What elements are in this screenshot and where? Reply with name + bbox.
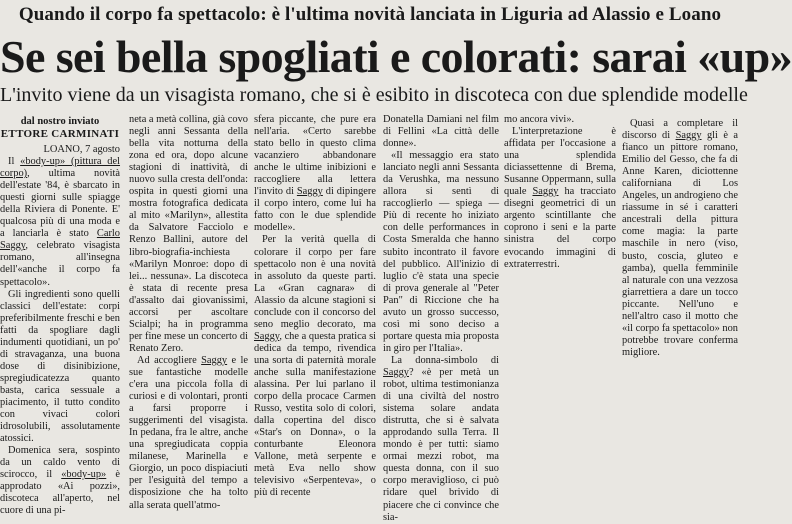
paragraph: «Il messaggio era stato lanciato negli anni Sessanta da Verushka, ma nessuno allora si sentì di raccoglierlo — spiega — Più di recente ho iniziato con delle performances in Costa Smeralda che hanno subito incontrato il favore del pubblico. All'inizio di luglio c'è stata una specie di prova generale al "Peter Pan" di Riccione che ha avuto un grosso successo, così mi sono deciso a portare questa mia proposta in giro per l'Italia».	[383, 150, 499, 354]
paragraph: Donatella Damiani nel film di Fellini «La città delle donne».	[383, 114, 499, 150]
underlined-text: Saggy	[296, 186, 323, 198]
paragraph: L'interpretazione è affidata per l'occasione a una splendida diciassettenne di Brema, Susanne Oppermann, sulla quale Saggy ha tracciato disegni geometrici di un argento scintillante che coprono i seni e la parte sinistra del corpo evocando immagini di extraterrestri.	[504, 126, 616, 270]
byline-author: ETTORE CARMINATI	[0, 128, 120, 140]
underlined-text: Carlo Saggy	[0, 228, 120, 252]
kicker-headline: Quando il corpo fa spettacolo: è l'ultima novità lanciata in Liguria ad Alassio e Loano	[18, 4, 722, 25]
paragraph: sfera piccante, che pure era nell'aria. «Certo sarebbe stato bello in questo clima vacanziero abbandonare anche le ultime inibizioni e raccogliere alla lettera l'invito di Saggy di dipingere il corpo intero, come lui ha fatto con le due splendide modelle».	[254, 114, 376, 234]
dateline: LOANO, 7 agosto	[43, 144, 120, 155]
article-column-4	[383, 114, 499, 523]
article-column-6	[622, 114, 738, 489]
article-column-2	[129, 114, 248, 511]
article-column-3	[254, 114, 376, 499]
article-column-5	[504, 114, 616, 489]
paragraph: Domenica sera, sospinto da un caldo vento di scirocco, il «body-up» è approdato «Ai pozzi», discoteca all'aperto, nel cuore di una pi-	[0, 445, 120, 517]
underlined-text: Saggy	[254, 330, 280, 342]
paragraph: mo ancora vivi».	[504, 114, 575, 125]
underlined-text: Saggy	[675, 130, 702, 142]
paragraph: La donna-simbolo di Saggy? «è per metà un robot, ultima testimonianza di una civiltà del nostro sistema solare andata distrutta, che si è salvata approdando sulla Terra. Il mondo è per tutti: siamo ormai mezzi robot, ma questa donna, con il suo corpo meraviglioso, ci può ridare quel brivido di piacere che ci convince che sia-	[383, 354, 499, 523]
paragraph: Per la verità quella di colorare il corpo per fare spettacolo non è una novità in assoluto da queste parti. La «Gran cagnara» di Alassio da alcune stagioni si conclude con il concorso del seno meglio decorato, ma Saggy, che a questa pratica si dedica da tempo, rivendica una sorta di paternità morale anche sulla manifestazione alassina. Per lui parlano il corpo della procace Carmen Russo, vestita solo di colori, dalla copertina del disco «Star's on Donna», o la conturbante Eleonora Vallone, metà serpente e metà Eva nello show televisivo «Serpenteva», o più di recente	[254, 234, 376, 499]
main-headline: Se sei bella spogliati e colorati: sarai «up»	[0, 31, 792, 82]
underlined-text: Saggy	[383, 366, 409, 378]
paragraph: Gli ingredienti sono quelli classici dell'estate: corpi preferibilmente freschi e ben fatti da spogliare dagli indumenti quotidiani, un po' di stravaganza, una buona dose di disinibizione, spregiudicatezza quanto basta, carica sessuale a piacimento, il tutto condito con vivaci colori idrosolubili, assolutamente atossici.	[0, 288, 120, 445]
paragraph: neta a metà collina, già covo negli anni Sessanta della bella vita notturna della zona ed ora, dopo alcune stagioni di inattività, di nuovo sulla cresta dell'onda: ospita in questi giorni una mostra fotografica dedicata al mito «Marilyn», allestita da Salvatore Facciolo e Renzo Ballini, autore del libro-biografia-inchiesta «Marilyn Monroe: dopo di lei... nessuna». La discoteca è stata di recente presa d'assalto dai giovanissimi, accorsi per ascoltare Scialpi; ha in programma per fine mese un concerto di Renato Zero.	[129, 114, 248, 354]
underlined-text: Saggy	[201, 354, 228, 366]
subheadline: L'invito viene da un visagista romano, che si è esibito in discoteca con due splendide modelle	[0, 84, 748, 106]
paragraph: Quasi a completare il discorso di Saggy gli è a fianco un pittore romano, Emilio del Gesso, che fa di Anne Karen, diciottenne californiana di Los Angeles, un androgieno che riassume in sé i caratteri ancestrali della pittura come magia: la parte maschile in nero (viso, busto, coscia, gluteo e gamba), quella femminile al naturale con una vezzosa giarrettiera a dare un tocco piccante. Nell'uno e nell'altro caso il motto che «il corpo fa spettacolo» non potrebbe trovare conferma migliore.	[622, 118, 738, 358]
paragraph: Ad accogliere Saggy e le sue fantastiche modelle c'era una piccola folla di curiosi e di volontari, pronti a farsi proporre i suggerimenti del visagista. In pedana, fra le altre, anche una spregiudicata coppia milanese, Marinella e Giorgio, un poco dispiaciuti per l'esiguità del tempo a disposizione che ha tolto alla serata quell'atmo-	[129, 354, 248, 511]
underlined-text: «body-up»	[61, 469, 107, 481]
underlined-text: «body-up» (pittura del corpo)	[0, 156, 121, 180]
article-column-1	[0, 114, 121, 517]
byline-prefix: dal nostro inviato	[20, 116, 100, 127]
paragraph: Il «body-up» (pittura del corpo), ultima novità dell'estate '84, è sbarcato in questi giorni sulle spiagge della Riviera di Ponente. E' qualcosa più di una moda e a lanciarla è stato Carlo Saggy, celebrato visagista romano, all'insegna dell'«anche il corpo fa spettacolo».	[0, 156, 121, 288]
underlined-text: Saggy	[532, 186, 559, 198]
